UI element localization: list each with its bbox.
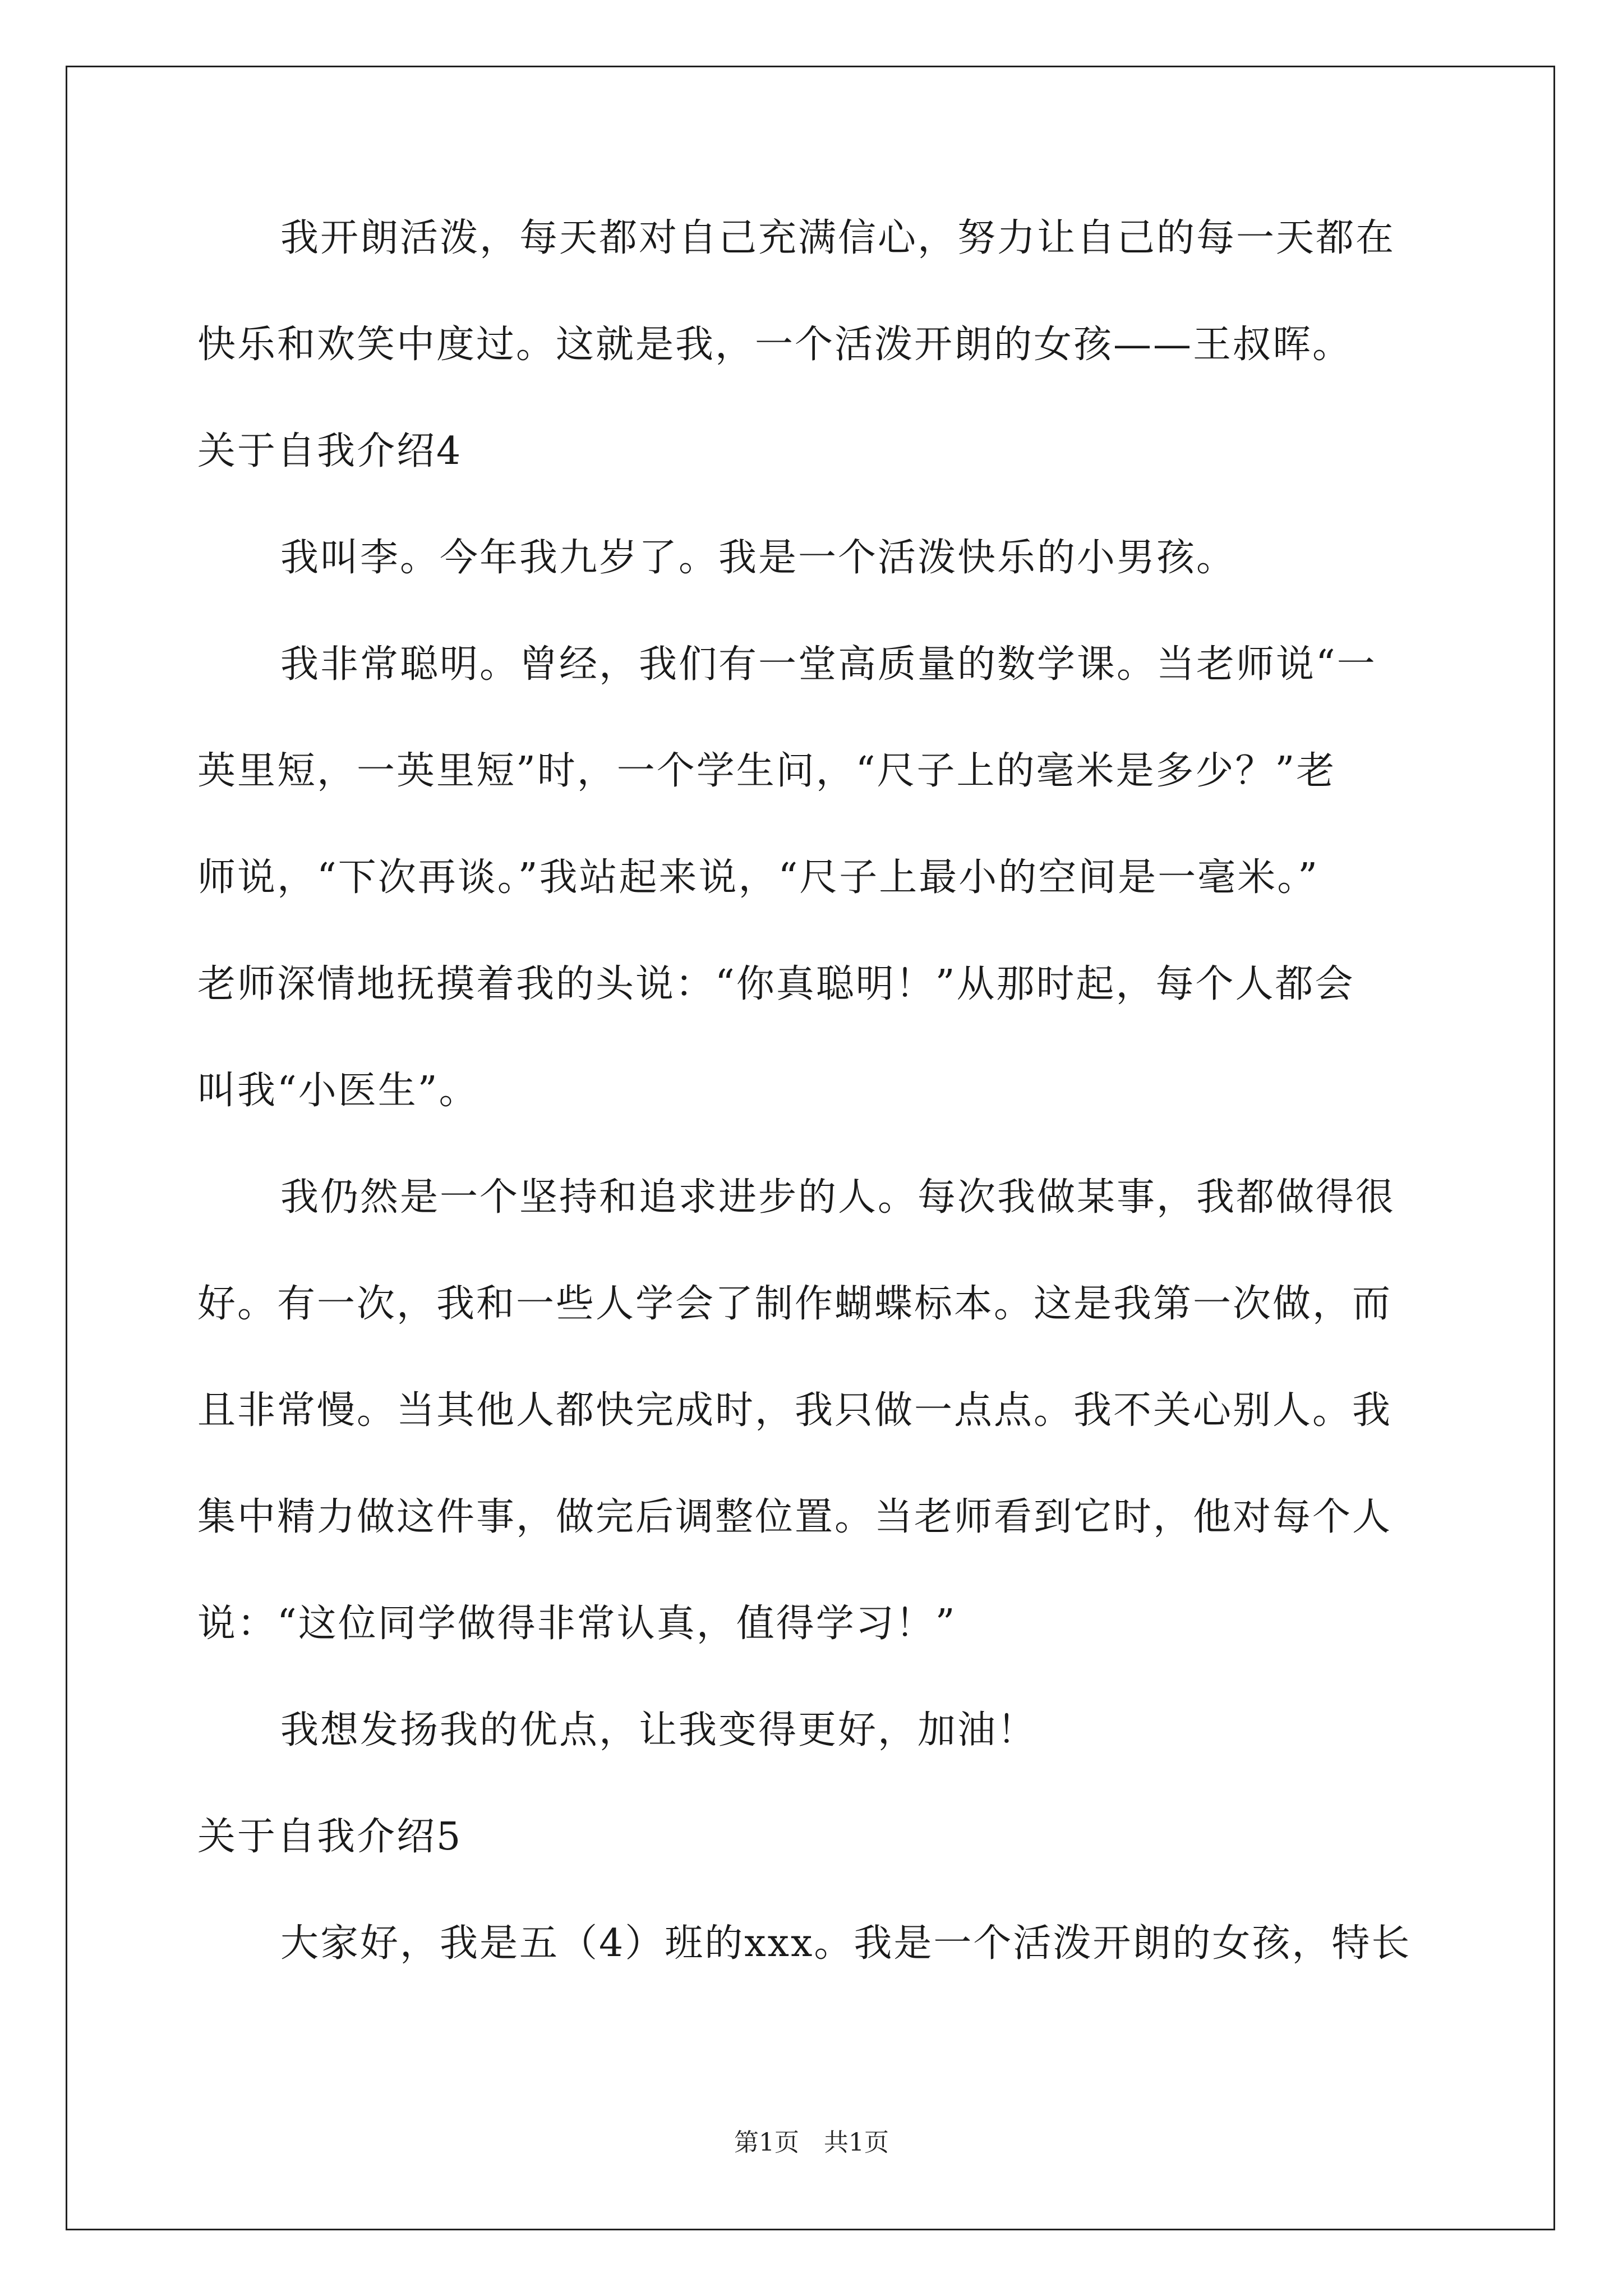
- paragraph-line: 我想发扬我的优点，让我变得更好，加油！: [280, 1708, 1038, 1752]
- page-number-footer: 第1页 共1页: [734, 2128, 889, 2157]
- paragraph-line: 且非常慢。当其他人都快完成时，我只做一点点。我不关心别人。我: [197, 1388, 1393, 1433]
- paragraph-line: 我开朗活泼，每天都对自己充满信心，努力让自己的每一天都在: [280, 216, 1396, 260]
- paragraph-line: 英里短，一英里短”时，一个学生问，“尺子上的毫米是多少？”老: [197, 749, 1336, 793]
- page-border: [66, 66, 1555, 2230]
- section-heading: 关于自我介绍4: [197, 429, 463, 473]
- paragraph-line: 我叫李。今年我九岁了。我是一个活泼快乐的小男孩。: [280, 536, 1237, 580]
- paragraph-line: 老师深情地抚摸着我的头说：“你真聪明！”从那时起，每个人都会: [197, 962, 1355, 1006]
- paragraph-line: 叫我“小医生”。: [197, 1069, 479, 1113]
- paragraph-line: 好。有一次，我和一些人学会了制作蝴蝶标本。这是我第一次做，而: [197, 1282, 1393, 1326]
- paragraph-line: 我仍然是一个坚持和追求进步的人。每次我做某事，我都做得很: [280, 1175, 1396, 1220]
- paragraph-line: 说：“这位同学做得非常认真，值得学习！”: [197, 1602, 957, 1646]
- section-heading: 关于自我介绍5: [197, 1815, 463, 1859]
- paragraph-line: 快乐和欢笑中度过。这就是我，一个活泼开朗的女孩——王叔晖。: [197, 323, 1353, 367]
- paragraph-line: 师说，“下次再谈。”我站起来说，“尺子上最小的空间是一毫米。”: [197, 855, 1320, 900]
- paragraph-line: 集中精力做这件事，做完后调整位置。当老师看到它时，他对每个人: [197, 1495, 1393, 1539]
- paragraph-line: 大家好，我是五（4）班的xxx。我是一个活泼开朗的女孩，特长: [280, 1921, 1412, 1966]
- paragraph-line: 我非常聪明。曾经，我们有一堂高质量的数学课。当老师说“一: [280, 642, 1377, 687]
